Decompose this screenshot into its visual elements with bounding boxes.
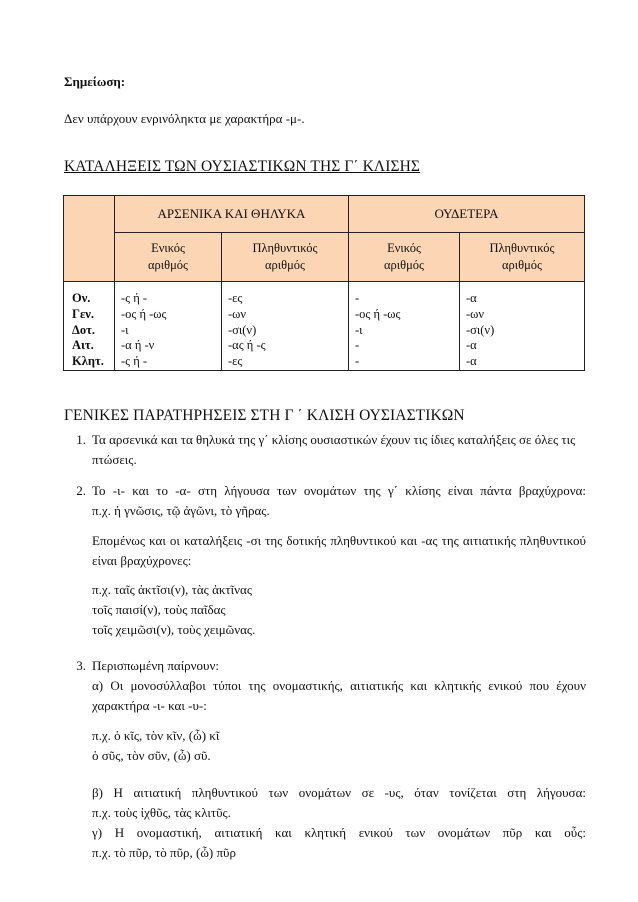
example-line: ὁ σῦς, τὸν σῦν, (ὦ) σῦ. (92, 748, 211, 763)
endings-section-title: ΚΑΤΑΛΗΞΕΙΣ ΤΩΝ ΟΥΣΙΑΣΤΙΚΩΝ ΤΗΣ Γ΄ ΚΛΙΣΗΣ (64, 158, 421, 175)
number-header-line: Ενικός (387, 241, 421, 255)
remark-item-3-b (92, 783, 586, 863)
ending: - (355, 291, 360, 305)
item-text (92, 481, 586, 521)
number-header-line: αριθμός (147, 258, 189, 272)
case-labels-cell (64, 282, 115, 371)
item-text (92, 656, 586, 716)
text-line: π.χ. ἡ γνῶσις, τῷ ἀγῶνι, τὸ γῆρας. (92, 503, 270, 518)
number-header (222, 233, 349, 282)
ending: -ς ή - (121, 354, 148, 369)
ending: -ος ή -ως (355, 306, 401, 321)
remark-item-2-examples (92, 580, 586, 640)
remarks-section-title: ΓΕΝΙΚΕΣ ΠΑΡΑΤΗΡΗΣΕΙΣ ΣΤΗ Γ ΄ ΚΛΙΣΗ ΟΥΣΙΑΣΤΙΚΩΝ (64, 407, 465, 424)
ending: -ας ή -ς (228, 338, 266, 353)
ending: -α ή -ν (121, 338, 155, 353)
text-line: Τα αρσενικά και τα θηλυκά της γ΄ κλίσης ουσιαστικών έχουν τις ίδιες καταλήξεις σε όλες τις (92, 432, 576, 447)
example-line: τοῖς χειμῶσι(ν), τοὺς χειμῶνας. (92, 622, 256, 637)
text-line: Το -ι- και το -α- στη λήγουσα των ονομάτων της γ΄ κλίσης είναι πάντα βραχύχρονα: (92, 483, 586, 498)
endings-cell-masc-fem-singular (115, 282, 222, 371)
number-header (115, 233, 222, 282)
table-number-header-row (64, 233, 585, 282)
text-line: Επομένως και οι καταλήξεις -σι της δοτικής πληθυντικού και -ας της αιτιατικής πληθυντικού (92, 533, 586, 548)
table-body-row (64, 282, 585, 371)
text-line: γ) Η ονομαστική, αιτιατική και κλητική ενικού των ονομάτων πῦρ και οὖς: (92, 825, 586, 840)
endings-cell-masc-fem-plural (222, 282, 349, 371)
text-line: π.χ. τοὺς ἰχθῦς, τὰς κλιτῦς. (92, 805, 231, 820)
remark-item-3-examples-a (92, 726, 586, 766)
endings-table (63, 195, 585, 371)
note-title: Σημείωση: (64, 74, 126, 89)
number-header-line: αριθμός (264, 258, 306, 272)
case-label: Ον. (72, 291, 91, 305)
number-header-line: Ενικός (151, 241, 185, 255)
ending: -α (466, 338, 477, 353)
ending: -α (466, 354, 477, 369)
example-line: τοῖς παισί(ν), τοὺς παῖδας (92, 602, 226, 617)
note-text: Δεν υπάρχουν ενρινόληκτα με χαρακτήρα -μ-. (64, 111, 305, 126)
number-header-line: Πληθυντικός (252, 241, 318, 255)
text-line: π.χ. τὸ πῦρ, τὸ πῦρ, (ὦ) πῦρ (92, 845, 236, 860)
ending: -ες (228, 291, 243, 305)
table-group-header-row (64, 196, 585, 233)
endings-cell-neuter-plural (460, 282, 585, 371)
item-number: 1. (76, 432, 86, 447)
item-number: 3. (76, 658, 86, 673)
case-label: Γεν. (72, 306, 95, 321)
case-label: Κλητ. (72, 354, 104, 369)
ending: -ος ή -ως (121, 306, 167, 321)
endings-cell-neuter-singular (349, 282, 460, 371)
ending: - (355, 354, 360, 369)
number-header (460, 233, 585, 282)
ending: - (355, 338, 360, 353)
table-corner-cell (64, 196, 115, 282)
number-header-line: Πληθυντικός (489, 241, 555, 255)
ending: -ων (466, 306, 485, 321)
ending: -α (466, 291, 477, 305)
item-text (92, 430, 586, 470)
example-line: π.χ. ταῖς ἀκτῖσι(ν), τὰς ἀκτῖνας (92, 582, 252, 597)
case-label: Δοτ. (72, 322, 95, 337)
ending: -ες (228, 354, 243, 369)
remark-item-1 (64, 430, 586, 470)
item-number: 2. (76, 483, 86, 498)
remark-item-2-paragraph (92, 531, 586, 571)
example-line: π.χ. ὁ κῖς, τὸν κῖν, (ὦ) κῖ (92, 728, 220, 743)
number-header-line: αριθμός (383, 258, 425, 272)
number-header-line: αριθμός (501, 258, 543, 272)
text-line: β) Η αιτιατική πληθυντικού των ονομάτων σε -υς, όταν τονίζεται στη λήγουσα: (92, 785, 586, 800)
text-line: Περισπωμένη παίρνουν: (92, 658, 219, 673)
text-line: είναι βραχύχρονες: (92, 553, 192, 568)
remark-item-3 (64, 656, 586, 716)
group-header-neuter: ΟΥΔΕΤΕΡΑ (349, 196, 585, 233)
ending: -σι(ν) (228, 322, 257, 337)
group-header-masculine-feminine: ΑΡΣΕΝΙΚΑ ΚΑΙ ΘΗΛΥΚΑ (115, 196, 349, 233)
ending: -ι (355, 322, 363, 337)
case-label: Αιτ. (72, 338, 94, 353)
ending: -ων (228, 306, 247, 321)
number-header (349, 233, 460, 282)
ending: -σι(ν) (466, 322, 495, 337)
text-line: α) Οι μονοσύλλαβοι τύποι της ονομαστικής, αιτιατικής και κλητικής ενικού που έχουν (92, 678, 586, 693)
ending: -ς ή - (121, 291, 148, 305)
ending: -ι (121, 322, 129, 337)
text-line: χαρακτήρα -ι- και -υ-: (92, 698, 207, 713)
text-line: πτώσεις. (92, 452, 137, 467)
remark-item-2 (64, 481, 586, 521)
